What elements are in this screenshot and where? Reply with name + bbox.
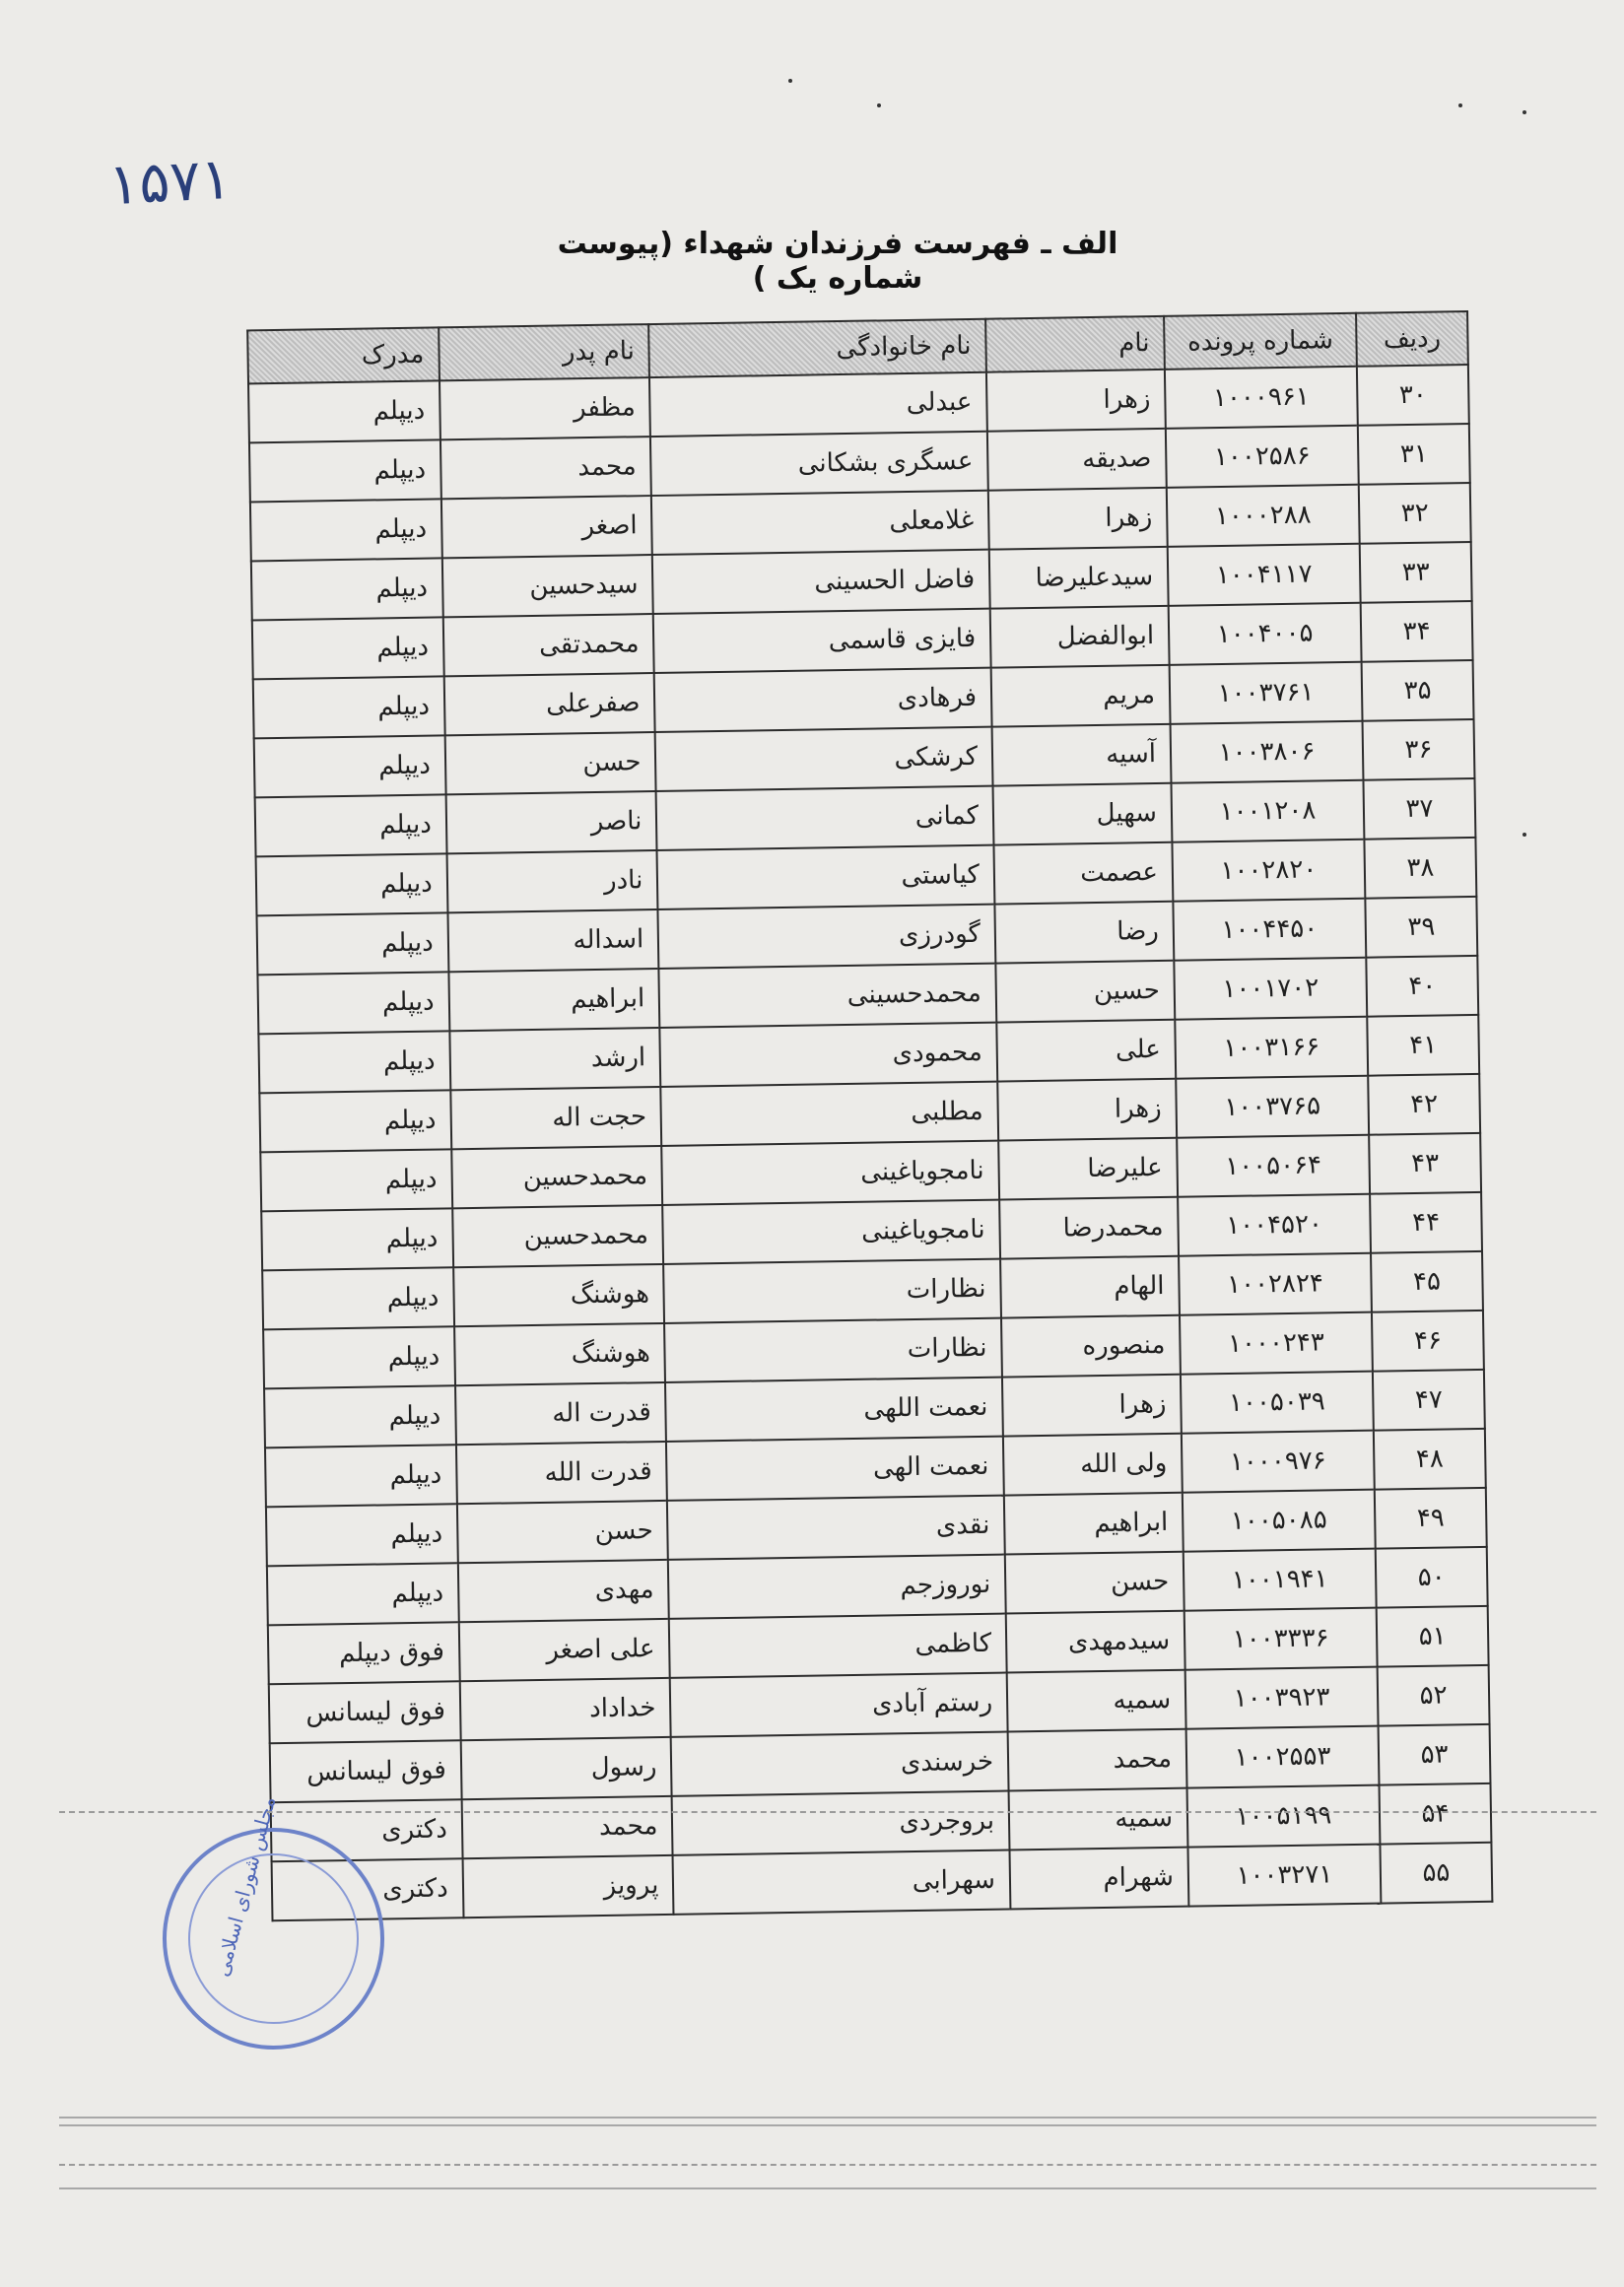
degree-cell: دیپلم <box>248 380 440 442</box>
family-name-cell: کمانی <box>656 786 994 850</box>
roster-table-body <box>248 365 1492 1920</box>
row-number-cell: ۴۵ <box>1371 1251 1483 1312</box>
first-name-cell: علی <box>996 1020 1176 1082</box>
father-name-cell: اسداله <box>447 909 659 972</box>
header-father-name: نام پدر <box>439 324 649 380</box>
row-number-cell: ۵۳ <box>1379 1724 1491 1785</box>
degree-cell: دیپلم <box>261 1208 453 1270</box>
row-number-cell: ۵۰ <box>1376 1547 1488 1608</box>
header-file-number: شماره پرونده <box>1164 313 1357 370</box>
row-number-cell: ۳۷ <box>1364 778 1476 840</box>
row-number-cell: ۳۰ <box>1357 365 1469 426</box>
file-number-cell: ۱۰۰۳۷۶۱ <box>1170 662 1363 724</box>
family-name-cell: فایزی قاسمی <box>653 609 991 673</box>
page-number: ۱۵۷۱ <box>106 144 234 219</box>
scan-speck <box>1458 103 1462 107</box>
father-name-cell: علی اصغر <box>459 1619 671 1681</box>
father-name-cell: مهدی <box>458 1560 670 1622</box>
father-name-cell: حجت اله <box>450 1087 662 1149</box>
family-name-cell: محمودی <box>660 1023 998 1087</box>
family-name-cell: نعمت اللهی <box>665 1378 1003 1442</box>
degree-cell: دیپلم <box>262 1267 454 1329</box>
file-number-cell: ۱۰۰۲۵۸۶ <box>1166 426 1359 488</box>
degree-cell: دیپلم <box>251 558 443 620</box>
file-number-cell: ۱۰۰۵۰۶۴ <box>1177 1135 1370 1197</box>
first-name-cell: ابراهیم <box>1004 1493 1184 1555</box>
row-number-cell: ۳۱ <box>1358 424 1470 485</box>
file-number-cell: ۱۰۰۳۱۶۶ <box>1175 1017 1368 1079</box>
first-name-cell: سهیل <box>993 783 1173 845</box>
file-number-cell: ۱۰۰۵۰۳۹ <box>1181 1372 1374 1434</box>
father-name-cell: حسن <box>457 1501 669 1563</box>
row-number-cell: ۴۱ <box>1367 1015 1479 1076</box>
degree-cell: دکتری <box>271 1799 463 1861</box>
row-number-cell: ۳۸ <box>1364 838 1476 899</box>
file-number-cell: ۱۰۰۱۷۰۲ <box>1174 958 1367 1020</box>
file-number-cell: ۱۰۰۱۲۰۸ <box>1171 780 1364 842</box>
father-name-cell: مظفر <box>440 377 651 439</box>
family-name-cell: عبدلی <box>649 372 987 437</box>
family-name-cell: رستم آبادی <box>670 1673 1008 1737</box>
file-number-cell: ۱۰۰۰۹۷۶ <box>1182 1431 1375 1493</box>
row-number-cell: ۳۲ <box>1359 483 1471 544</box>
stamp-text: مجلس شورای اسلامی <box>209 1793 281 1980</box>
father-name-cell: سیدحسین <box>442 555 654 617</box>
first-name-cell: شهرام <box>1009 1848 1188 1910</box>
file-number-cell: ۱۰۰۴۵۲۰ <box>1178 1194 1371 1256</box>
father-name-cell: محمدحسین <box>452 1205 664 1267</box>
header-degree: مدرک <box>247 327 440 383</box>
dashed-rule-lower <box>59 2164 1596 2166</box>
degree-cell: دیپلم <box>257 972 449 1034</box>
file-number-cell: ۱۰۰۵۰۸۵ <box>1183 1490 1376 1552</box>
family-name-cell: بروجردی <box>672 1791 1010 1855</box>
file-number-cell: ۱۰۰۳۸۰۶ <box>1171 721 1364 783</box>
family-name-cell: نامجویاغینی <box>662 1200 1000 1264</box>
roster-table-wrapper <box>246 310 1493 1921</box>
family-name-cell: نعمت الهی <box>666 1437 1004 1501</box>
family-name-cell: سهرابی <box>673 1850 1011 1915</box>
row-number-cell: ۳۹ <box>1365 897 1477 958</box>
family-name-cell: خرسندی <box>671 1732 1009 1796</box>
file-number-cell: ۱۰۰۲۵۵۳ <box>1186 1726 1380 1788</box>
father-name-cell: قدرت الله <box>456 1442 668 1504</box>
file-number-cell: ۱۰۰۴۱۱۷ <box>1168 544 1361 606</box>
father-name-cell: نادر <box>446 850 658 912</box>
row-number-cell: ۳۳ <box>1360 542 1472 603</box>
first-name-cell: سمیه <box>1007 1670 1186 1732</box>
family-name-cell: گودرزی <box>658 905 996 969</box>
first-name-cell: رضا <box>994 902 1174 964</box>
family-name-cell: کاظمی <box>669 1614 1007 1678</box>
dashed-rule-upper <box>59 1811 1596 1813</box>
father-name-cell: محمد <box>440 437 652 499</box>
row-number-cell: ۴۴ <box>1370 1192 1482 1253</box>
father-name-cell: محمد <box>461 1796 673 1858</box>
family-name-cell: نظارات <box>664 1318 1002 1382</box>
first-name-cell: حسین <box>995 961 1175 1023</box>
father-name-cell: ارشد <box>449 1028 661 1090</box>
roster-table <box>246 310 1493 1921</box>
family-name-cell: نامجویاغینی <box>662 1141 1000 1205</box>
file-number-cell: ۱۰۰۵۱۹۹ <box>1187 1785 1381 1848</box>
file-number-cell: ۱۰۰۲۸۲۴ <box>1179 1253 1372 1315</box>
family-name-cell: نوروزجم <box>668 1555 1006 1619</box>
degree-cell: دیپلم <box>265 1445 457 1507</box>
father-name-cell: رسول <box>460 1737 672 1799</box>
file-number-cell: ۱۰۰۰۲۴۳ <box>1180 1312 1373 1375</box>
file-number-cell: ۱۰۰۰۲۸۸ <box>1167 485 1360 547</box>
first-name-cell: حسن <box>1005 1552 1184 1614</box>
first-name-cell: ولی الله <box>1003 1434 1183 1496</box>
degree-cell: دیپلم <box>254 735 446 797</box>
first-name-cell: محمد <box>1008 1729 1187 1791</box>
first-name-cell: زهرا <box>997 1079 1177 1141</box>
degree-cell: دیپلم <box>258 1031 450 1093</box>
file-number-cell: ۱۰۰۱۹۴۱ <box>1184 1549 1377 1611</box>
father-name-cell: اصغر <box>441 496 653 558</box>
file-number-cell: ۱۰۰۳۲۷۱ <box>1187 1845 1381 1907</box>
header-first-name: نام <box>985 316 1165 372</box>
degree-cell: دیپلم <box>260 1149 452 1211</box>
row-number-cell: ۳۵ <box>1362 660 1474 721</box>
row-number-cell: ۵۱ <box>1377 1606 1489 1667</box>
family-name-cell: کرشکی <box>655 727 993 791</box>
father-name-cell: قدرت اله <box>455 1382 667 1445</box>
first-name-cell: سیدعلیرضا <box>989 547 1169 609</box>
degree-cell: دیپلم <box>266 1504 458 1566</box>
first-name-cell: زهرا <box>988 488 1168 550</box>
first-name-cell: عصمت <box>993 842 1173 905</box>
scan-speck <box>788 79 792 83</box>
scan-rule-1 <box>59 2117 1596 2119</box>
degree-cell: دیپلم <box>255 794 447 856</box>
row-number-cell: ۴۳ <box>1369 1133 1481 1194</box>
row-number-cell: ۵۵ <box>1381 1843 1493 1904</box>
family-name-cell: نقدی <box>667 1496 1005 1560</box>
first-name-cell: آسیه <box>992 724 1172 786</box>
first-name-cell: زهرا <box>1002 1375 1182 1437</box>
father-name-cell: هوشنگ <box>454 1323 666 1385</box>
file-number-cell: ۱۰۰۳۹۲۳ <box>1185 1667 1379 1729</box>
degree-cell: دیپلم <box>267 1563 459 1625</box>
father-name-cell: صفرعلی <box>443 673 655 735</box>
file-number-cell: ۱۰۰۲۸۲۰ <box>1172 840 1365 902</box>
father-name-cell: ابراهیم <box>448 969 660 1031</box>
row-number-cell: ۴۰ <box>1366 956 1478 1017</box>
first-name-cell: محمدرضا <box>999 1197 1179 1259</box>
degree-cell: دیپلم <box>253 676 445 738</box>
family-name-cell: نظارات <box>663 1259 1001 1323</box>
family-name-cell: فاضل الحسینی <box>652 550 990 614</box>
degree-cell: دیپلم <box>252 617 444 679</box>
scan-speck <box>877 103 881 107</box>
first-name-cell: منصوره <box>1001 1315 1181 1378</box>
file-number-cell: ۱۰۰۳۷۶۵ <box>1176 1076 1369 1138</box>
family-name-cell: مطلبی <box>661 1082 999 1146</box>
first-name-cell: سیدمهدی <box>1006 1611 1185 1673</box>
header-family-name: نام خانوادگی <box>648 319 985 377</box>
first-name-cell: الهام <box>1000 1256 1180 1318</box>
degree-cell: فوق لیسانس <box>270 1740 462 1802</box>
father-name-cell: خداداد <box>459 1678 671 1740</box>
header-row-number: ردیف <box>1356 311 1468 367</box>
row-number-cell: ۳۶ <box>1363 719 1475 780</box>
row-number-cell: ۴۲ <box>1368 1074 1480 1135</box>
scan-speck <box>1522 833 1526 837</box>
file-number-cell: ۱۰۰۰۹۶۱ <box>1165 367 1358 429</box>
family-name-cell: عسگری بشکانی <box>650 432 988 496</box>
row-number-cell: ۴۶ <box>1372 1311 1484 1372</box>
file-number-cell: ۱۰۰۳۳۳۶ <box>1184 1608 1378 1670</box>
scan-rule-2 <box>59 2124 1596 2126</box>
first-name-cell: مریم <box>991 665 1171 727</box>
degree-cell: فوق دیپلم <box>268 1622 460 1684</box>
family-name-cell: کیاستی <box>657 845 995 909</box>
degree-cell: دیپلم <box>256 853 448 915</box>
row-number-cell: ۵۴ <box>1380 1783 1492 1845</box>
father-name-cell: هوشنگ <box>453 1264 665 1326</box>
father-name-cell: محمدتقی <box>442 614 654 676</box>
row-number-cell: ۳۴ <box>1361 601 1473 662</box>
row-number-cell: ۴۹ <box>1375 1488 1487 1549</box>
scan-rule-3 <box>59 2187 1596 2189</box>
document-title: الف ـ فهرست فرزندان شهداء (پیوست شماره یک ) <box>557 227 1118 296</box>
degree-cell: دیپلم <box>264 1385 456 1447</box>
degree-cell: فوق لیسانس <box>269 1681 461 1743</box>
father-name-cell: حسن <box>444 732 656 794</box>
first-name-cell: سمیه <box>1009 1788 1188 1850</box>
degree-cell: دیپلم <box>256 912 448 975</box>
row-number-cell: ۴۷ <box>1373 1370 1485 1431</box>
father-name-cell: پرویز <box>462 1855 674 1917</box>
first-name-cell: ابوالفضل <box>990 606 1170 668</box>
degree-cell: دیپلم <box>259 1090 451 1152</box>
father-name-cell: ناصر <box>445 791 657 853</box>
father-name-cell: محمدحسین <box>451 1146 663 1208</box>
degree-cell: دکتری <box>272 1858 464 1920</box>
degree-cell: دیپلم <box>263 1326 455 1388</box>
first-name-cell: صدیقه <box>987 429 1167 491</box>
row-number-cell: ۵۲ <box>1378 1665 1490 1726</box>
family-name-cell: محمدحسینی <box>659 964 997 1028</box>
degree-cell: دیپلم <box>249 439 441 502</box>
family-name-cell: غلامعلی <box>651 491 989 555</box>
file-number-cell: ۱۰۰۴۴۵۰ <box>1173 899 1366 961</box>
row-number-cell: ۴۸ <box>1374 1429 1486 1490</box>
first-name-cell: علیرضا <box>998 1138 1178 1200</box>
scan-speck <box>1522 110 1526 114</box>
first-name-cell: زهرا <box>986 370 1166 432</box>
degree-cell: دیپلم <box>250 499 442 561</box>
family-name-cell: فرهادی <box>654 668 992 732</box>
file-number-cell: ۱۰۰۴۰۰۵ <box>1169 603 1362 665</box>
